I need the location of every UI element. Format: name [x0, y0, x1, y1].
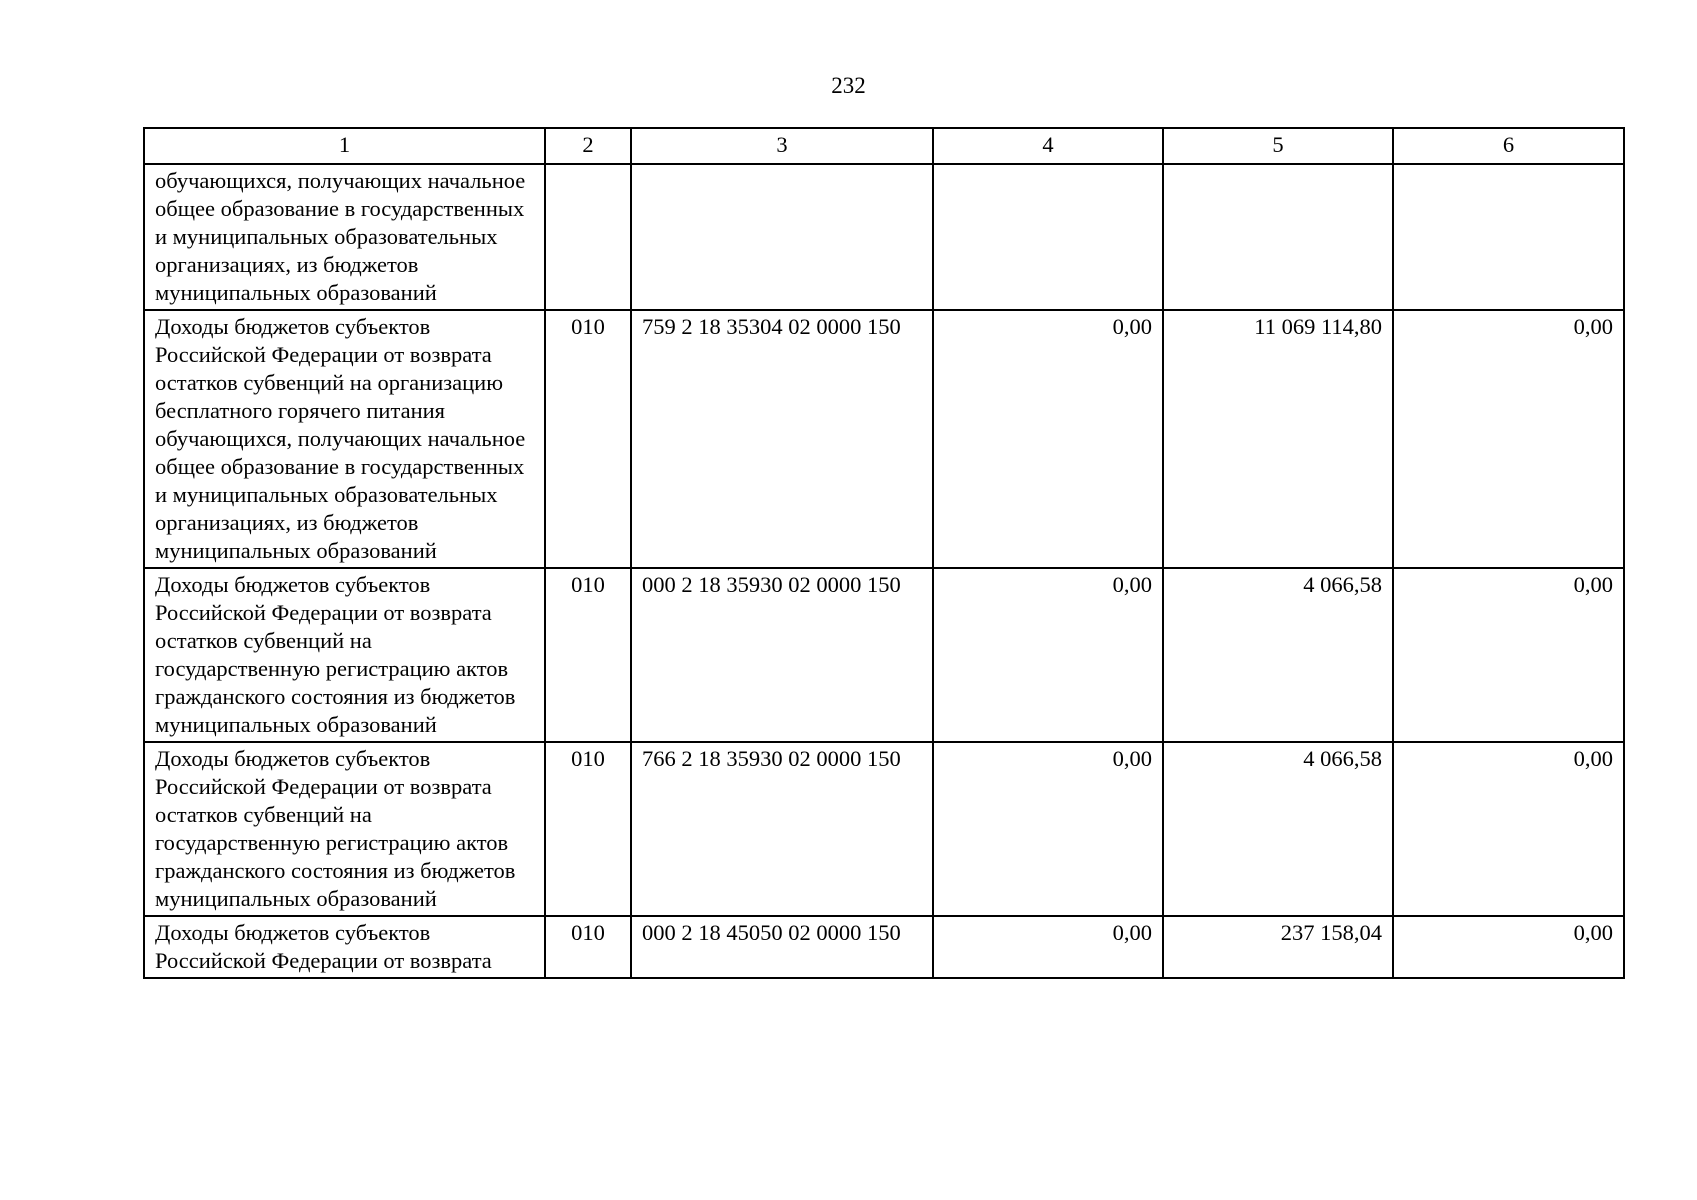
- column-header: 4: [933, 128, 1163, 164]
- revenue-description: Доходы бюджетов субъектов Российской Федерации от возврата остатков субвенций на государственную регистрацию актов гражданского состояния из бюджетов муниципальных образований: [144, 568, 545, 742]
- table-header-row: [144, 128, 1624, 164]
- amount-col-4: 0,00: [933, 310, 1163, 568]
- amount-col-6: 0,00: [1393, 568, 1624, 742]
- amount-col-5: 4 066,58: [1163, 742, 1393, 916]
- amount-col-4: 0,00: [933, 742, 1163, 916]
- revenue-description: Доходы бюджетов субъектов Российской Федерации от возврата остатков субвенций на организацию бесплатного горячего питания обучающихся, получающих начальное общее образование в государственных и муниципальных образовательных организациях, из бюджетов муниципальных образований: [144, 310, 545, 568]
- revenue-description: Доходы бюджетов субъектов Российской Федерации от возврата: [144, 916, 545, 978]
- budget-classification-code: 000 2 18 45050 02 0000 150: [631, 916, 933, 978]
- table-row: [144, 164, 1624, 310]
- page-number: 232: [831, 73, 866, 98]
- table-row: [144, 742, 1624, 916]
- budget-classification-code: 766 2 18 35930 02 0000 150: [631, 742, 933, 916]
- amount-col-6: 0,00: [1393, 916, 1624, 978]
- column-header: 6: [1393, 128, 1624, 164]
- column-header: 5: [1163, 128, 1393, 164]
- line-code: [545, 164, 631, 310]
- amount-col-6: 0,00: [1393, 742, 1624, 916]
- amount-col-5: [1163, 164, 1393, 310]
- budget-classification-code: 759 2 18 35304 02 0000 150: [631, 310, 933, 568]
- line-code: 010: [545, 742, 631, 916]
- column-header: 1: [144, 128, 545, 164]
- table-row: [144, 568, 1624, 742]
- amount-col-4: 0,00: [933, 916, 1163, 978]
- budget-revenue-table: [143, 127, 1625, 979]
- table-row: [144, 916, 1624, 978]
- amount-col-5: 11 069 114,80: [1163, 310, 1393, 568]
- budget-classification-code: [631, 164, 933, 310]
- amount-col-4: 0,00: [933, 568, 1163, 742]
- amount-col-5: 237 158,04: [1163, 916, 1393, 978]
- revenue-description: обучающихся, получающих начальное общее образование в государственных и муниципальных образовательных организациях, из бюджетов муниципальных образований: [144, 164, 545, 310]
- column-header: 3: [631, 128, 933, 164]
- revenue-description: Доходы бюджетов субъектов Российской Федерации от возврата остатков субвенций на государственную регистрацию актов гражданского состояния из бюджетов муниципальных образований: [144, 742, 545, 916]
- amount-col-5: 4 066,58: [1163, 568, 1393, 742]
- line-code: 010: [545, 310, 631, 568]
- line-code: 010: [545, 568, 631, 742]
- table-row: [144, 310, 1624, 568]
- amount-col-4: [933, 164, 1163, 310]
- line-code: 010: [545, 916, 631, 978]
- amount-col-6: [1393, 164, 1624, 310]
- budget-classification-code: 000 2 18 35930 02 0000 150: [631, 568, 933, 742]
- amount-col-6: 0,00: [1393, 310, 1624, 568]
- column-header: 2: [545, 128, 631, 164]
